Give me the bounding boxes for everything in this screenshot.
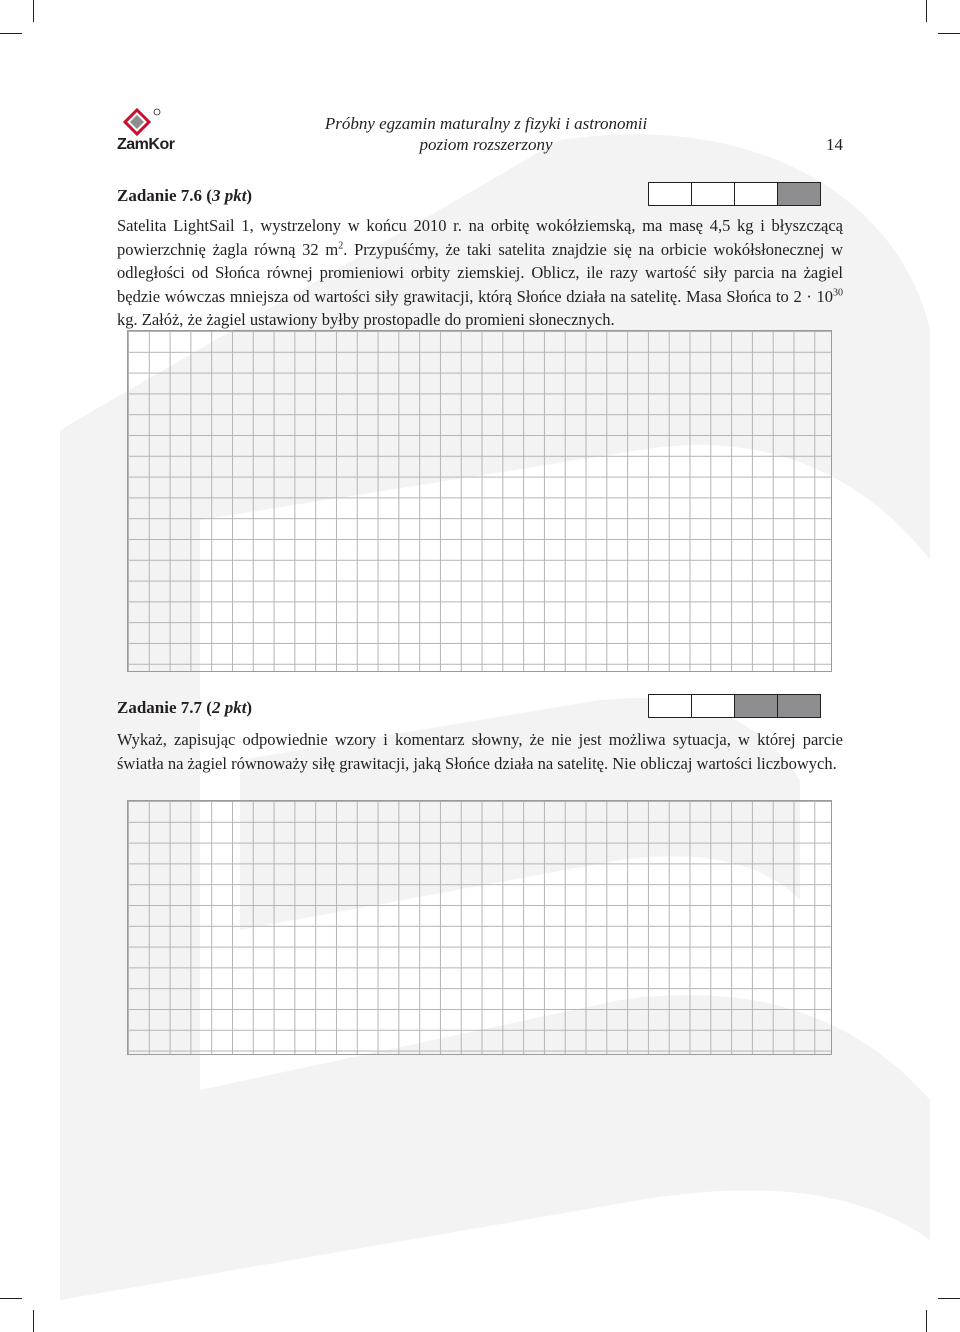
score-box [648,694,821,718]
exam-level: poziom rozszerzony [419,135,553,154]
answer-grid[interactable] [127,800,832,1055]
score-cell[interactable] [649,695,692,717]
score-box [648,182,821,206]
task-title: Zadanie 7.6 (3 pkt) [117,186,253,205]
task-description: Wykaż, zapisując odpowiednie wzory i komentarz słowny, że nie jest możliwa sytuacja, w której parcie światła na żagiel równoważy siłę grawitacji, jaką Słońce działa na satelitę. Nie obliczaj wartości liczbowych. [117,730,843,773]
logo-wordmark: ZamKor [117,136,175,153]
score-cell[interactable] [692,183,735,205]
score-cell-shaded [778,183,820,205]
task-description: Satelita LightSail 1, wystrzelony w końcu 2010 r. na orbitę wokółziemską, ma masę 4,5 kg i błyszczącą powierzchnię żagla równą 32 $m^2$. Przypuśćmy, że taki satelita znajdzie się na orbicie wokółsłonecznej w odległości od Słońca równej promieniowi orbity ziemskiej. Oblicz, ile razy wartość siły parcia na żagiel będzie wówczas mniejsza od wartości siły grawitacji, którą Słońce działa na satelitę. Masa Słońca to $2 \cdot 10^{30}$ kg. Załóż, że żagiel ustawiony byłby prostopadle do promieni słonecznych. [117,216,844,329]
answer-grid[interactable] [127,330,832,672]
task-title: Zadanie 7.7 (2 pkt) [117,698,253,717]
score-cell[interactable] [649,183,692,205]
score-cell[interactable] [735,183,778,205]
score-cell[interactable] [692,695,735,717]
exam-title: Próbny egzamin maturalny z fizyki i astronomii [324,114,648,133]
page-number: 14 [826,135,843,154]
score-cell-shaded [735,695,778,717]
score-cell-shaded [778,695,820,717]
